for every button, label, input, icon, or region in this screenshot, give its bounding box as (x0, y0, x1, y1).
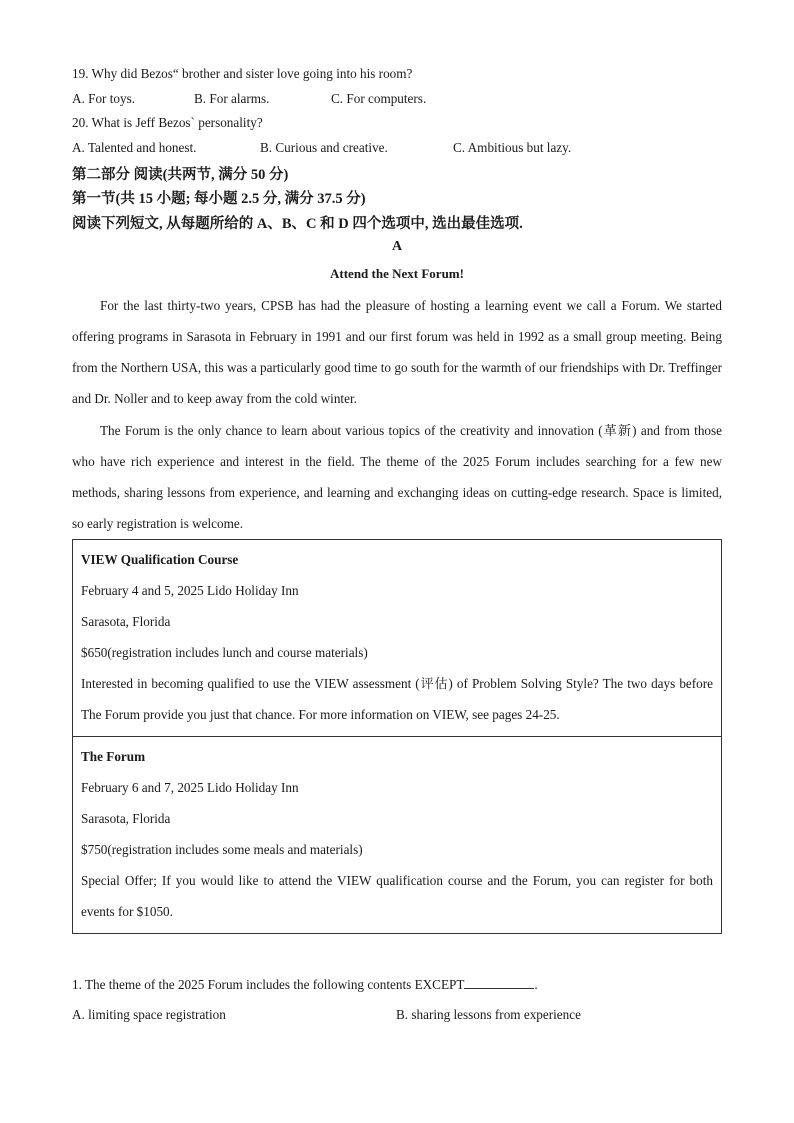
passage-title: Attend the Next Forum! (330, 266, 464, 281)
question-1-option-a: A. limiting space registration (72, 1007, 226, 1022)
view-course-price: $650(registration includes lunch and course materials) (81, 645, 368, 660)
question-19-option-a: A. For toys. (72, 91, 136, 106)
question-19-stem: 19. Why did Bezos“ brother and sister love going into his room? (72, 66, 413, 81)
view-course-place: Sarasota, Florida (81, 614, 171, 629)
question-20-option-a: A. Talented and honest. (72, 140, 197, 155)
view-course-description: Interested in becoming qualified to use the VIEW assessment (评估) of Problem Solving Style? The two days before The Forum provide you just that chance. For more information on VIEW, see pages 24-25. (81, 676, 713, 722)
question-1-stem: 1. The theme of the 2025 Forum includes the following contents EXCEPT (72, 977, 465, 992)
question-20-option-c: C. Ambitious but lazy. (453, 140, 572, 155)
question-1-end: . (534, 977, 538, 992)
passage-paragraph-2 (72, 415, 722, 539)
question-19-option-c: C. For computers. (331, 91, 427, 106)
view-course-title: VIEW Qualification Course (81, 552, 239, 567)
forum-title: The Forum (81, 749, 146, 764)
paragraph-1-text: For the last thirty-two years, CPSB has had the pleasure of hosting a learning event we call a Forum. We started offering programs in Sarasota in February in 1991 and our first forum was held in 1992 as a small group meeting. Being from the Northern USA, this was a particularly good time to go south for the warmth of our friendships with Dr. Treffinger and Dr. Noller and to keep away from the cold winter. (72, 298, 722, 406)
forum-date: February 6 and 7, 2025 Lido Holiday Inn (81, 780, 299, 795)
forum-place: Sarasota, Florida (81, 811, 171, 826)
question-1-stem-line (72, 976, 538, 993)
part-two-heading: 第二部分 阅读(共两节, 满分 50 分) (72, 167, 289, 183)
question-1-option-b: B. sharing lessons from experience (396, 1007, 581, 1022)
question-20-stem: 20. What is Jeff Bezos` personality? (72, 115, 263, 130)
section-one-heading: 第一节(共 15 小题; 每小题 2.5 分, 满分 37.5 分) (72, 191, 366, 207)
answer-blank (464, 976, 534, 989)
forum-section (73, 736, 721, 933)
reading-instruction: 阅读下列短文, 从每题所给的 A、B、C 和 D 四个选项中, 选出最佳选项. (72, 216, 523, 232)
passage-paragraph-1 (72, 290, 722, 414)
question-19-option-b: B. For alarms. (194, 91, 270, 106)
forum-description: Special Offer; If you would like to attend the VIEW qualification course and the Forum, you can register for both events for $1050. (81, 873, 713, 919)
question-20-option-b: B. Curious and creative. (260, 140, 388, 155)
passage-letter: A (391, 239, 403, 254)
view-course-date: February 4 and 5, 2025 Lido Holiday Inn (81, 583, 299, 598)
forum-price: $750(registration includes some meals and materials) (81, 842, 363, 857)
event-table (72, 539, 722, 934)
view-course-section (73, 540, 721, 736)
paragraph-2-text: The Forum is the only chance to learn about various topics of the creativity and innovation (革新) and from those who have rich experience and interest in the field. The theme of the 2025 Forum includes searching for a few new methods, sharing lessons from experience, and learning and exchanging ideas on cutting-edge research. Space is limited, so early registration is welcome. (72, 423, 722, 531)
